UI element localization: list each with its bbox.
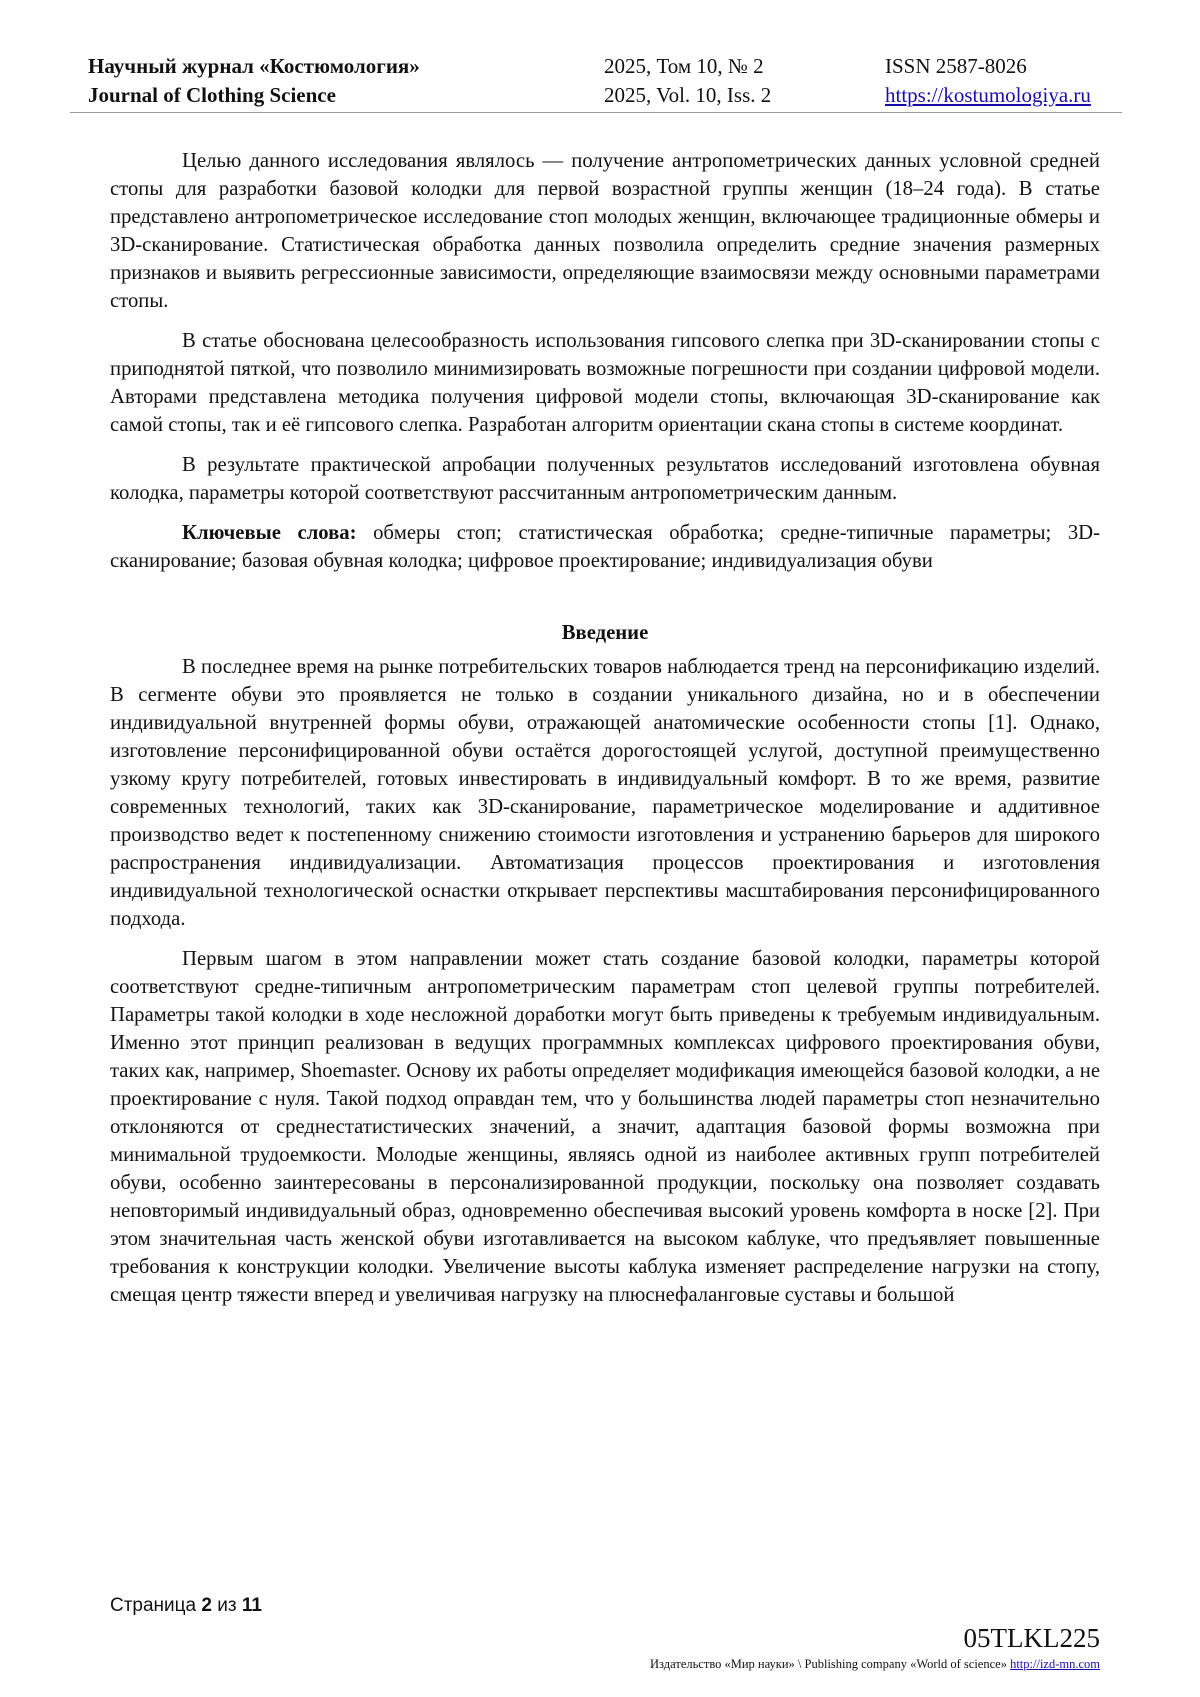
journal-website-link[interactable]: https://kostumologiya.ru <box>885 83 1091 107</box>
page-total: 11 <box>241 1595 262 1616</box>
issn-block <box>885 52 1091 110</box>
abstract-paragraph-3: В результате практической апробации полученных результатов исследований изготовлена обувная колодка, параметры которой соответствуют рассчитанным антропометрическим данным. <box>110 454 1100 504</box>
publisher-text: Издательство «Мир науки» \ Publishing company «World of science» <box>650 1657 1011 1671</box>
abstract-paragraph-1: Целью данного исследования являлось — получение антропометрических данных условной средней стопы для разработки базовой колодки для первой возрастной группы женщин (18–24 года). В статье представлено антропометрическое исследование стоп молодых женщин, включающее традиционные обмеры и 3D-сканирование. Статистическая обработка данных позволила определить средние значения размерных признаков и выявить регрессионные зависимости, определяющие взаимосвязи между основными параметрами стопы. <box>110 150 1100 312</box>
journal-header <box>88 52 1120 112</box>
journal-title-en: Journal of Clothing Science <box>88 83 336 107</box>
page-number <box>110 1594 262 1618</box>
keywords-list: обмеры стоп; статистическая обработка; средне-типичные параметры; 3D-сканирование; базовая обувная колодка; цифровое проектирование; индивидуализация обуви <box>110 522 1100 572</box>
page-of-word: из <box>217 1595 237 1616</box>
intro-paragraph-1: В последнее время на рынке потребительских товаров наблюдается тренд на персонификацию изделий. В сегменте обуви это проявляется не только в создании уникального дизайна, но и в обеспечении индивидуальной внутренней формы обуви, отражающей анатомические особенности стопы [1]. Однако, изготовление персонифицированной обуви остаётся дорогостоящей услугой, доступной преимущественно узкому кругу потребителей, готовых инвестировать в индивидуальный комфорт. В то же время, развитие современных технологий, таких как 3D-сканирование, параметрическое моделирование и аддитивное производство ведет к постепенному снижению стоимости изготовления и устранению барьеров для широкого распространения индивидуализации. Автоматизация процессов проектирования и изготовления индивидуальной технологической оснастки открывает перспективы масштабирования персонифицированного подхода. <box>110 656 1100 930</box>
journal-title-block <box>88 52 420 110</box>
keywords-paragraph <box>110 519 1100 575</box>
article-body <box>110 147 1100 1321</box>
keywords-label: Ключевые слова: <box>182 522 357 544</box>
issn: ISSN 2587-8026 <box>885 54 1027 78</box>
intro-paragraph-2: Первым шагом в этом направлении может стать создание базовой колодки, параметры которой соответствуют средне-типичным антропометрическим параметрам стоп целевой группы потребителей. Параметры такой колодки в ходе несложной доработки могут быть приведены к требуемым индивидуальным. Именно этот принцип реализован в ведущих программных комплексах цифрового проектирования обуви, таких как, например, Shoemaster. Основу их работы определяет модификация имеющейся базовой колодки, а не проектирование с нуля. Такой подход оправдан тем, что у большинства людей параметры стоп незначительно отклоняются от среднестатистических значений, а значит, адаптация базовой формы возможна при минимальной трудоемкости. Молодые женщины, являясь одной из наиболее активных групп потребителей обуви, особенно заинтересованы в персонализированной продукции, поскольку она позволяет создавать неповторимый индивидуальный образ, одновременно обеспечивая высокий уровень комфорта в носке [2]. При этом значительная часть женской обуви изготавливается на высоком каблуке, что предъявляет повышенные требования к конструкции колодки. Увеличение высоты каблука изменяет распределение нагрузки на стопу, смещая центр тяжести вперед и увеличивая нагрузку на плюснефаланговые суставы и большой <box>110 948 1100 1306</box>
header-divider <box>70 112 1122 113</box>
publisher-link[interactable]: http://izd-mn.com <box>1010 1657 1100 1671</box>
issue-ru: 2025, Том 10, № 2 <box>604 54 764 78</box>
page-current: 2 <box>201 1595 212 1616</box>
journal-title-ru: Научный журнал «Костюмология» <box>88 54 420 78</box>
page-word: Страница <box>110 1595 197 1616</box>
abstract-paragraph-2: В статье обоснована целесообразность использования гипсового слепка при 3D-сканировании стопы с приподнятой пяткой, что позволило минимизировать возможные погрешности при создании цифровой модели. Авторами представлена методика получения цифровой модели стопы, включающая 3D-сканирование как самой стопы, так и её гипсового слепка. Разработан алгоритм ориентации скана стопы в системе координат. <box>110 330 1100 436</box>
section-title-introduction: Введение <box>561 622 649 644</box>
publisher-line <box>650 1656 1100 1672</box>
article-code: 05TLKL225 <box>963 1623 1100 1653</box>
issue-en: 2025, Vol. 10, Iss. 2 <box>604 83 772 107</box>
issue-block <box>604 52 771 110</box>
